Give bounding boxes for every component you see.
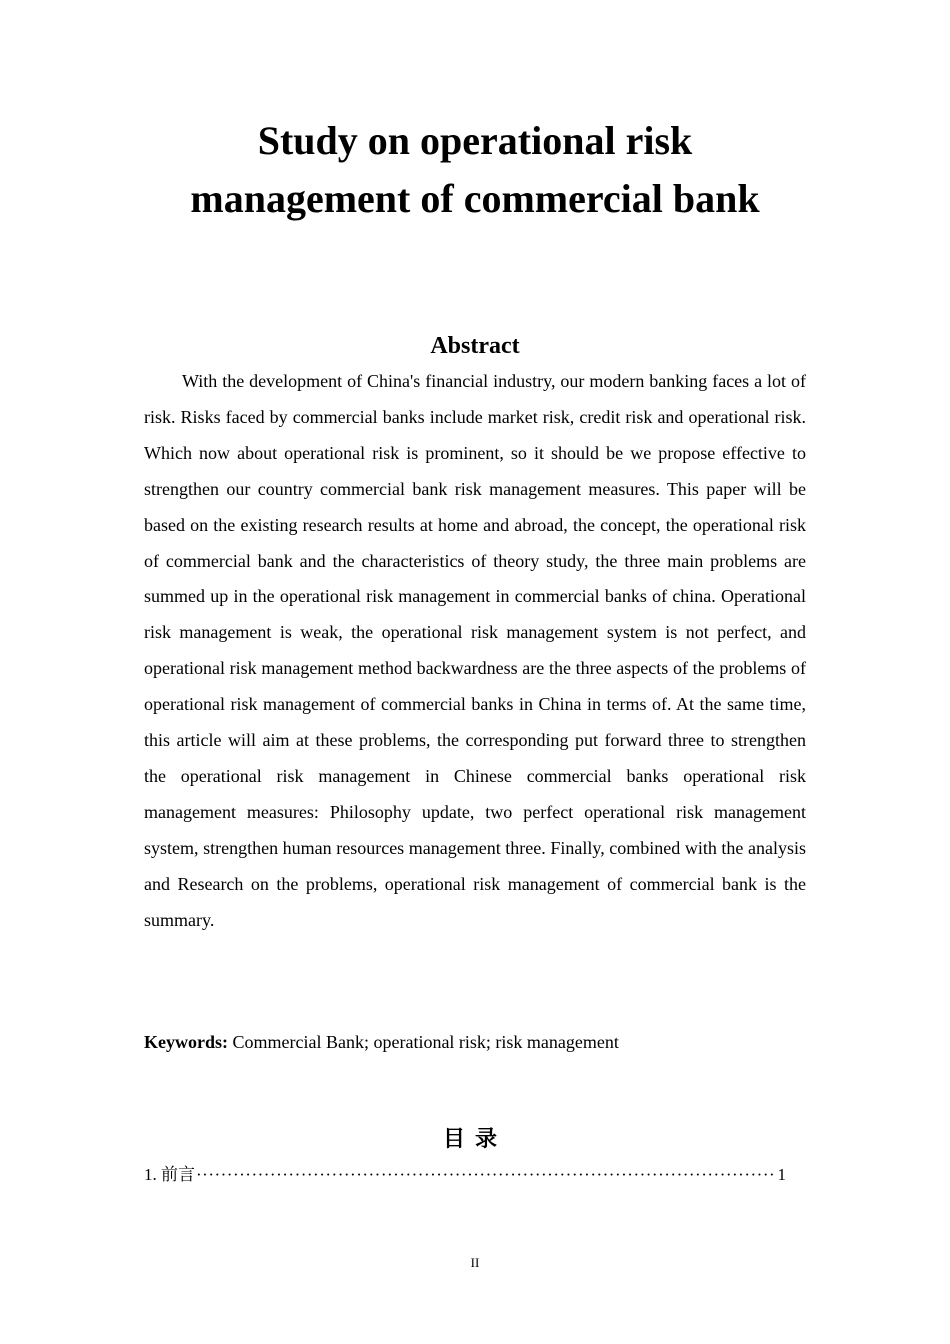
- abstract-body: With the development of China's financial industry, our modern banking faces a lot of risk. Risks faced by commercial banks include market risk, credit risk and operational risk. Which now about operational risk is prominent, so it should be we propose effective to strengthen our country commercial bank risk management measures. This paper will be based on the existing research results at home and abroad, the concept, the operational risk of commercial bank and the characteristics of theory study, the three main problems are summed up in the operational risk management in commercial banks of china. Operational risk management is weak, the operational risk management system is not perfect, and operational risk management method backwardness are the three aspects of the problems of operational risk management of commercial banks in China in terms of. At the same time, this article will aim at these problems, the corresponding put forward three to strengthen the operational risk management in Chinese commercial banks operational risk management measures: Philosophy update, two perfect operational risk management system, strengthen human resources management three. Finally, combined with the analysis and Research on the problems, operational risk management of commercial bank is the summary.: [144, 371, 806, 930]
- toc-heading: 目录: [442, 1127, 507, 1152]
- keywords-value: Commercial Bank; operational risk; risk management: [228, 1032, 619, 1052]
- toc-entry[interactable]: [144, 1161, 786, 1189]
- paper-title-line-1: Study on operational risk: [257, 118, 693, 163]
- toc-entry-page: 1: [777, 1165, 786, 1184]
- toc-entry-label: 1. 前言: [144, 1165, 195, 1184]
- keywords-line: [144, 1027, 806, 1057]
- page-number: II: [470, 1255, 480, 1270]
- toc-leader-dots: [196, 1161, 777, 1189]
- paper-title-line-2: management of commercial bank: [190, 176, 760, 221]
- abstract-heading: Abstract: [430, 333, 520, 359]
- keywords-label: Keywords:: [144, 1032, 228, 1052]
- paper-title: [120, 112, 830, 228]
